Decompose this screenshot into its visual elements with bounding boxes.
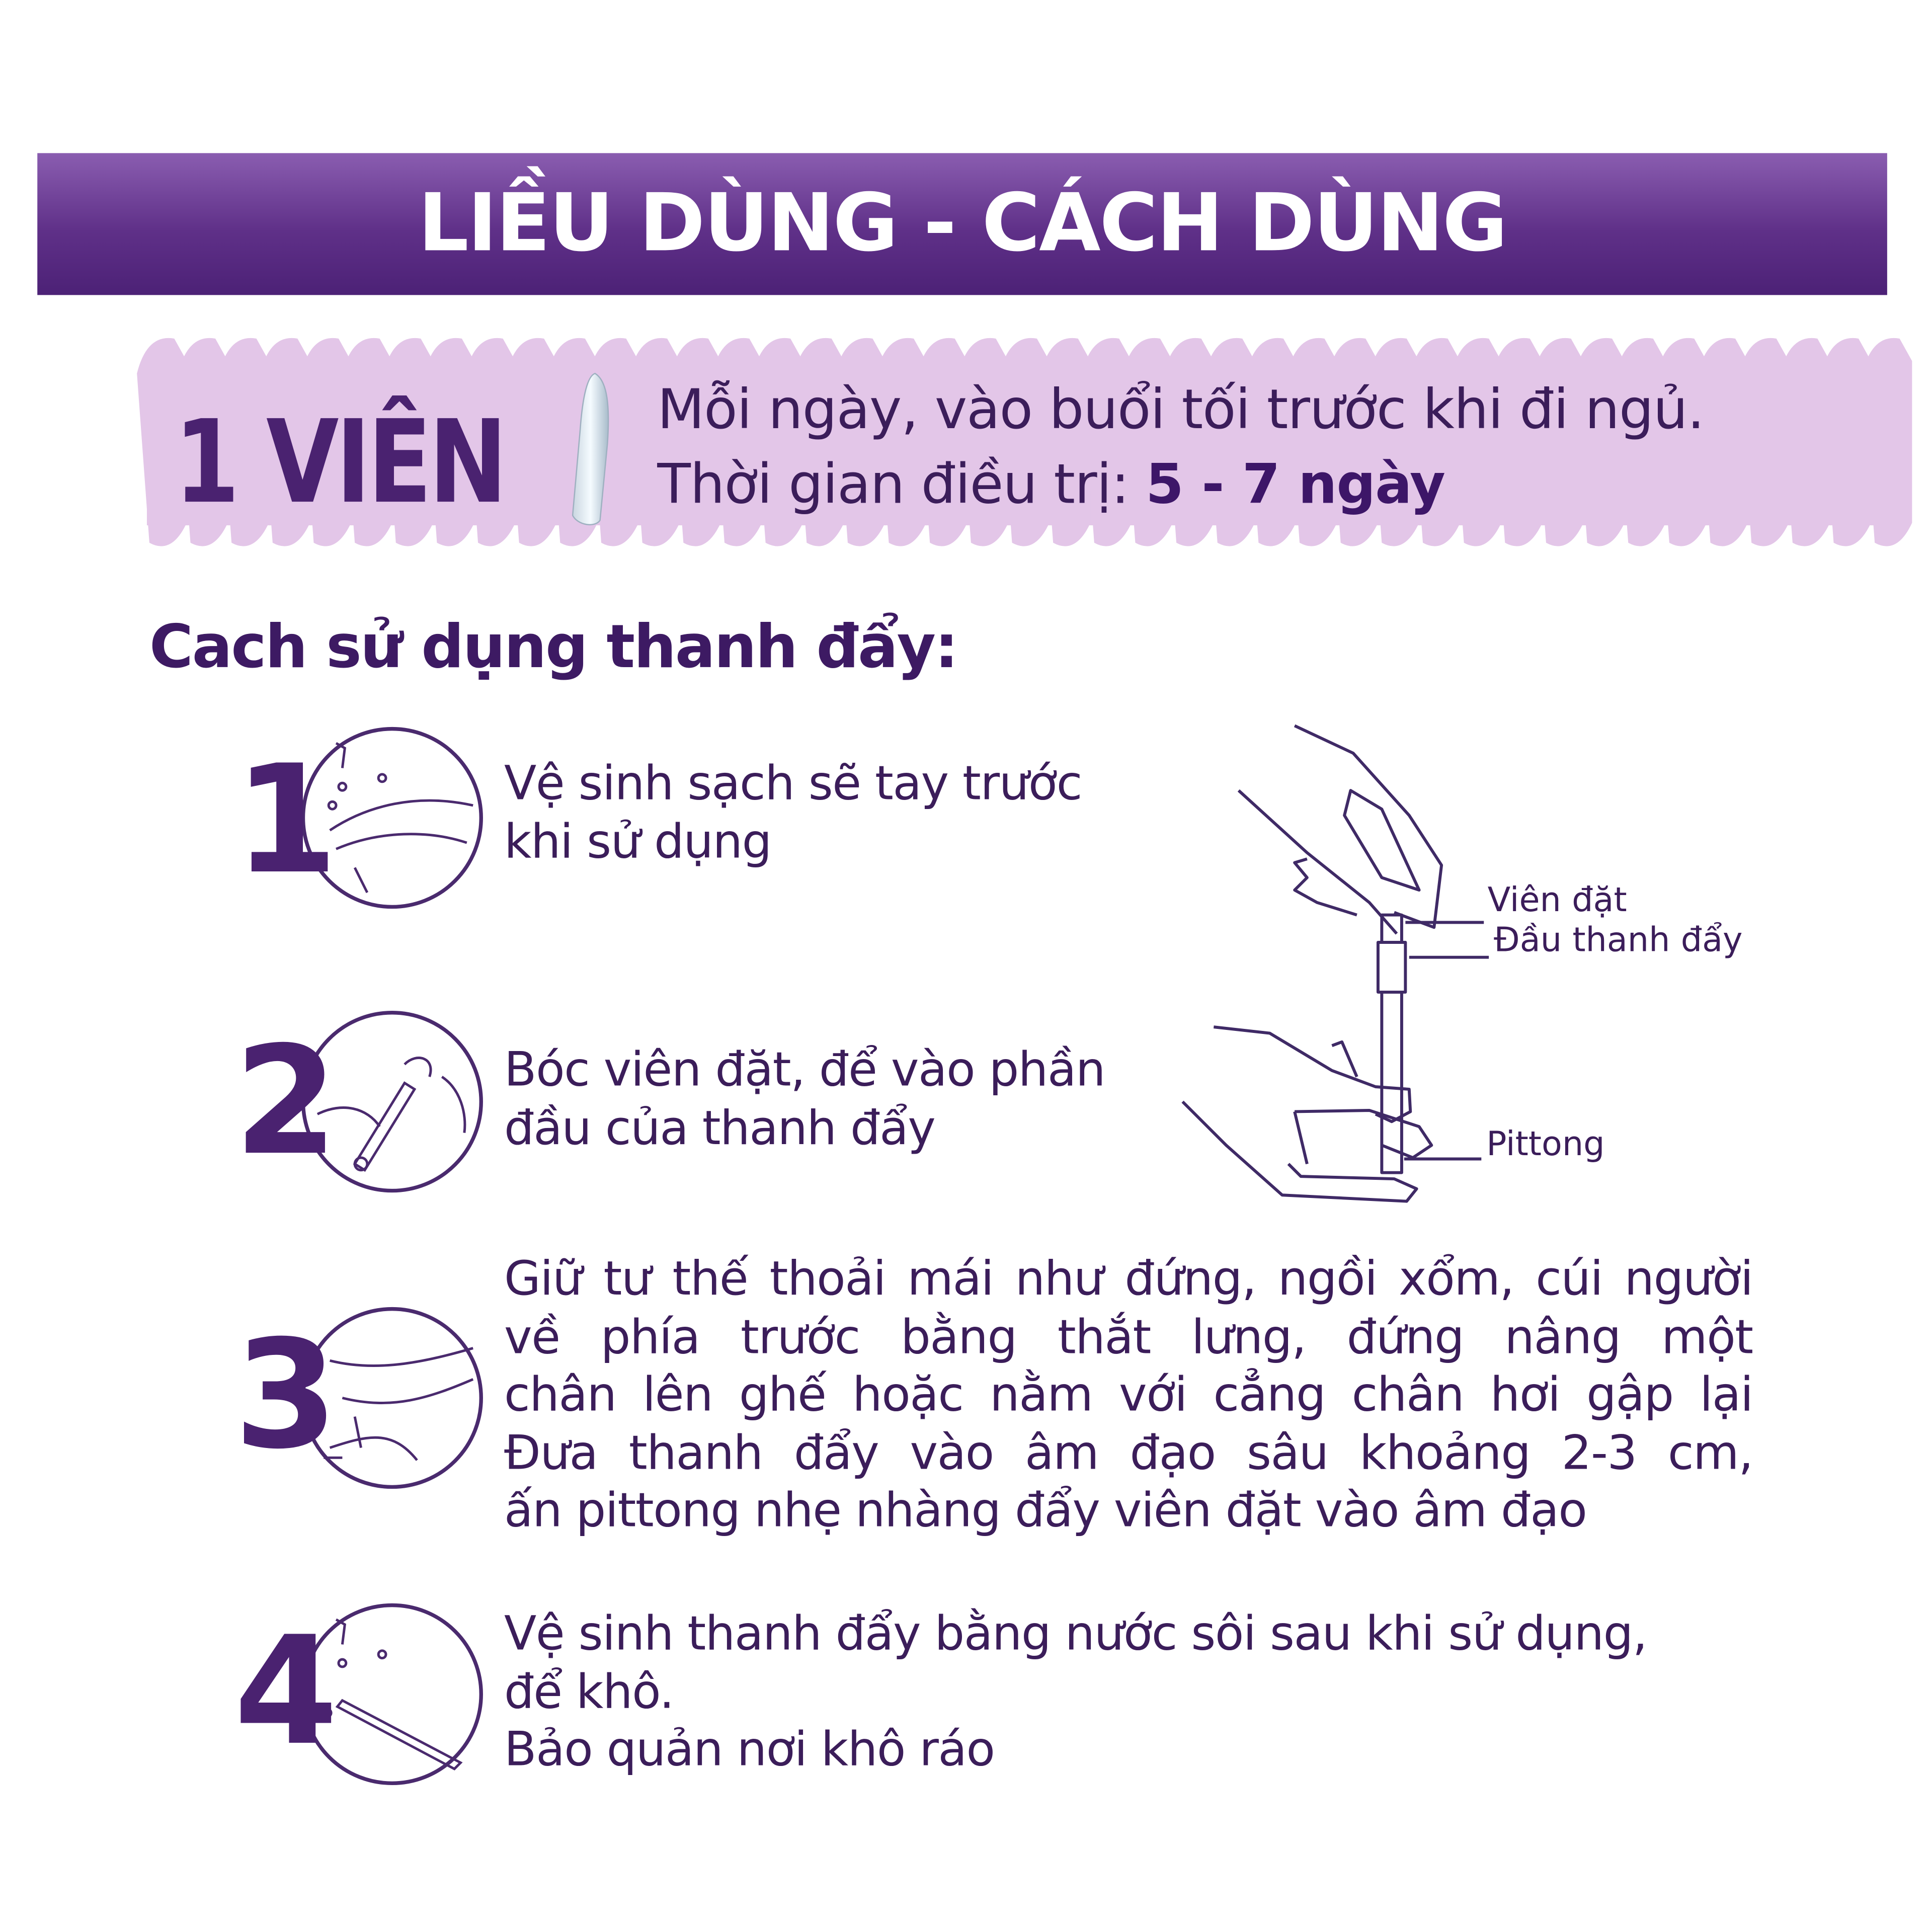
step-3-number: 3 bbox=[234, 1309, 338, 1483]
suppository-icon bbox=[557, 368, 632, 530]
step-line: Vệ sinh sạch sẽ tay trước bbox=[504, 755, 1082, 811]
step-line: khi sử dụng bbox=[504, 813, 771, 868]
step-line: Bóc viên đặt, để vào phần bbox=[504, 1041, 1105, 1097]
step-line: để khô. bbox=[504, 1663, 674, 1719]
step-line: Đưa thanh đẩy vào âm đạo sâu khoảng 2-3 cm, bbox=[504, 1424, 1753, 1480]
label-plunger: Pittong bbox=[1486, 1125, 1605, 1164]
step-3-text bbox=[504, 1250, 1753, 1539]
step-line: ấn pittong nhẹ nhàng đẩy viên đặt vào âm đạo bbox=[504, 1482, 1587, 1538]
page-title: LIỀU DÙNG - CÁCH DÙNG bbox=[418, 178, 1507, 270]
step-2-text bbox=[504, 1040, 1105, 1156]
label-applicator-head: Đầu thanh đẩy bbox=[1494, 921, 1743, 960]
step-4-text bbox=[504, 1604, 1647, 1778]
step-2-number: 2 bbox=[234, 1015, 338, 1189]
step-line: Giữ tư thế thoải mái như đứng, ngồi xổm, cúi người bbox=[504, 1251, 1753, 1306]
duration-label: Thời gian điều trị: bbox=[657, 453, 1146, 517]
step-line: chân lên ghế hoặc nằm với cẳng chân hơi gập lại bbox=[504, 1366, 1753, 1422]
step-line: về phía trước bằng thắt lưng, đứng nâng một bbox=[504, 1309, 1753, 1364]
step-4-number: 4 bbox=[234, 1605, 338, 1779]
step-1-text bbox=[504, 754, 1082, 870]
dose-amount: 1 VIÊN bbox=[174, 395, 505, 529]
label-suppository: Viên đặt bbox=[1487, 881, 1627, 920]
dosage-duration bbox=[657, 453, 1444, 517]
step-line: đầu của thanh đẩy bbox=[504, 1099, 935, 1155]
duration-value: 5 - 7 ngày bbox=[1146, 453, 1445, 517]
section-heading: Cach sử dụng thanh đẩy: bbox=[149, 612, 957, 682]
step-1-number: 1 bbox=[234, 734, 338, 908]
step-line: Vệ sinh thanh đẩy bằng nước sôi sau khi sử dụng, bbox=[504, 1605, 1647, 1661]
applicator-diagram bbox=[1170, 716, 1768, 1214]
dosage-frequency: Mỗi ngày, vào buổi tối trước khi đi ngủ. bbox=[657, 378, 1704, 442]
step-line: Bảo quản nơi khô ráo bbox=[504, 1721, 995, 1777]
